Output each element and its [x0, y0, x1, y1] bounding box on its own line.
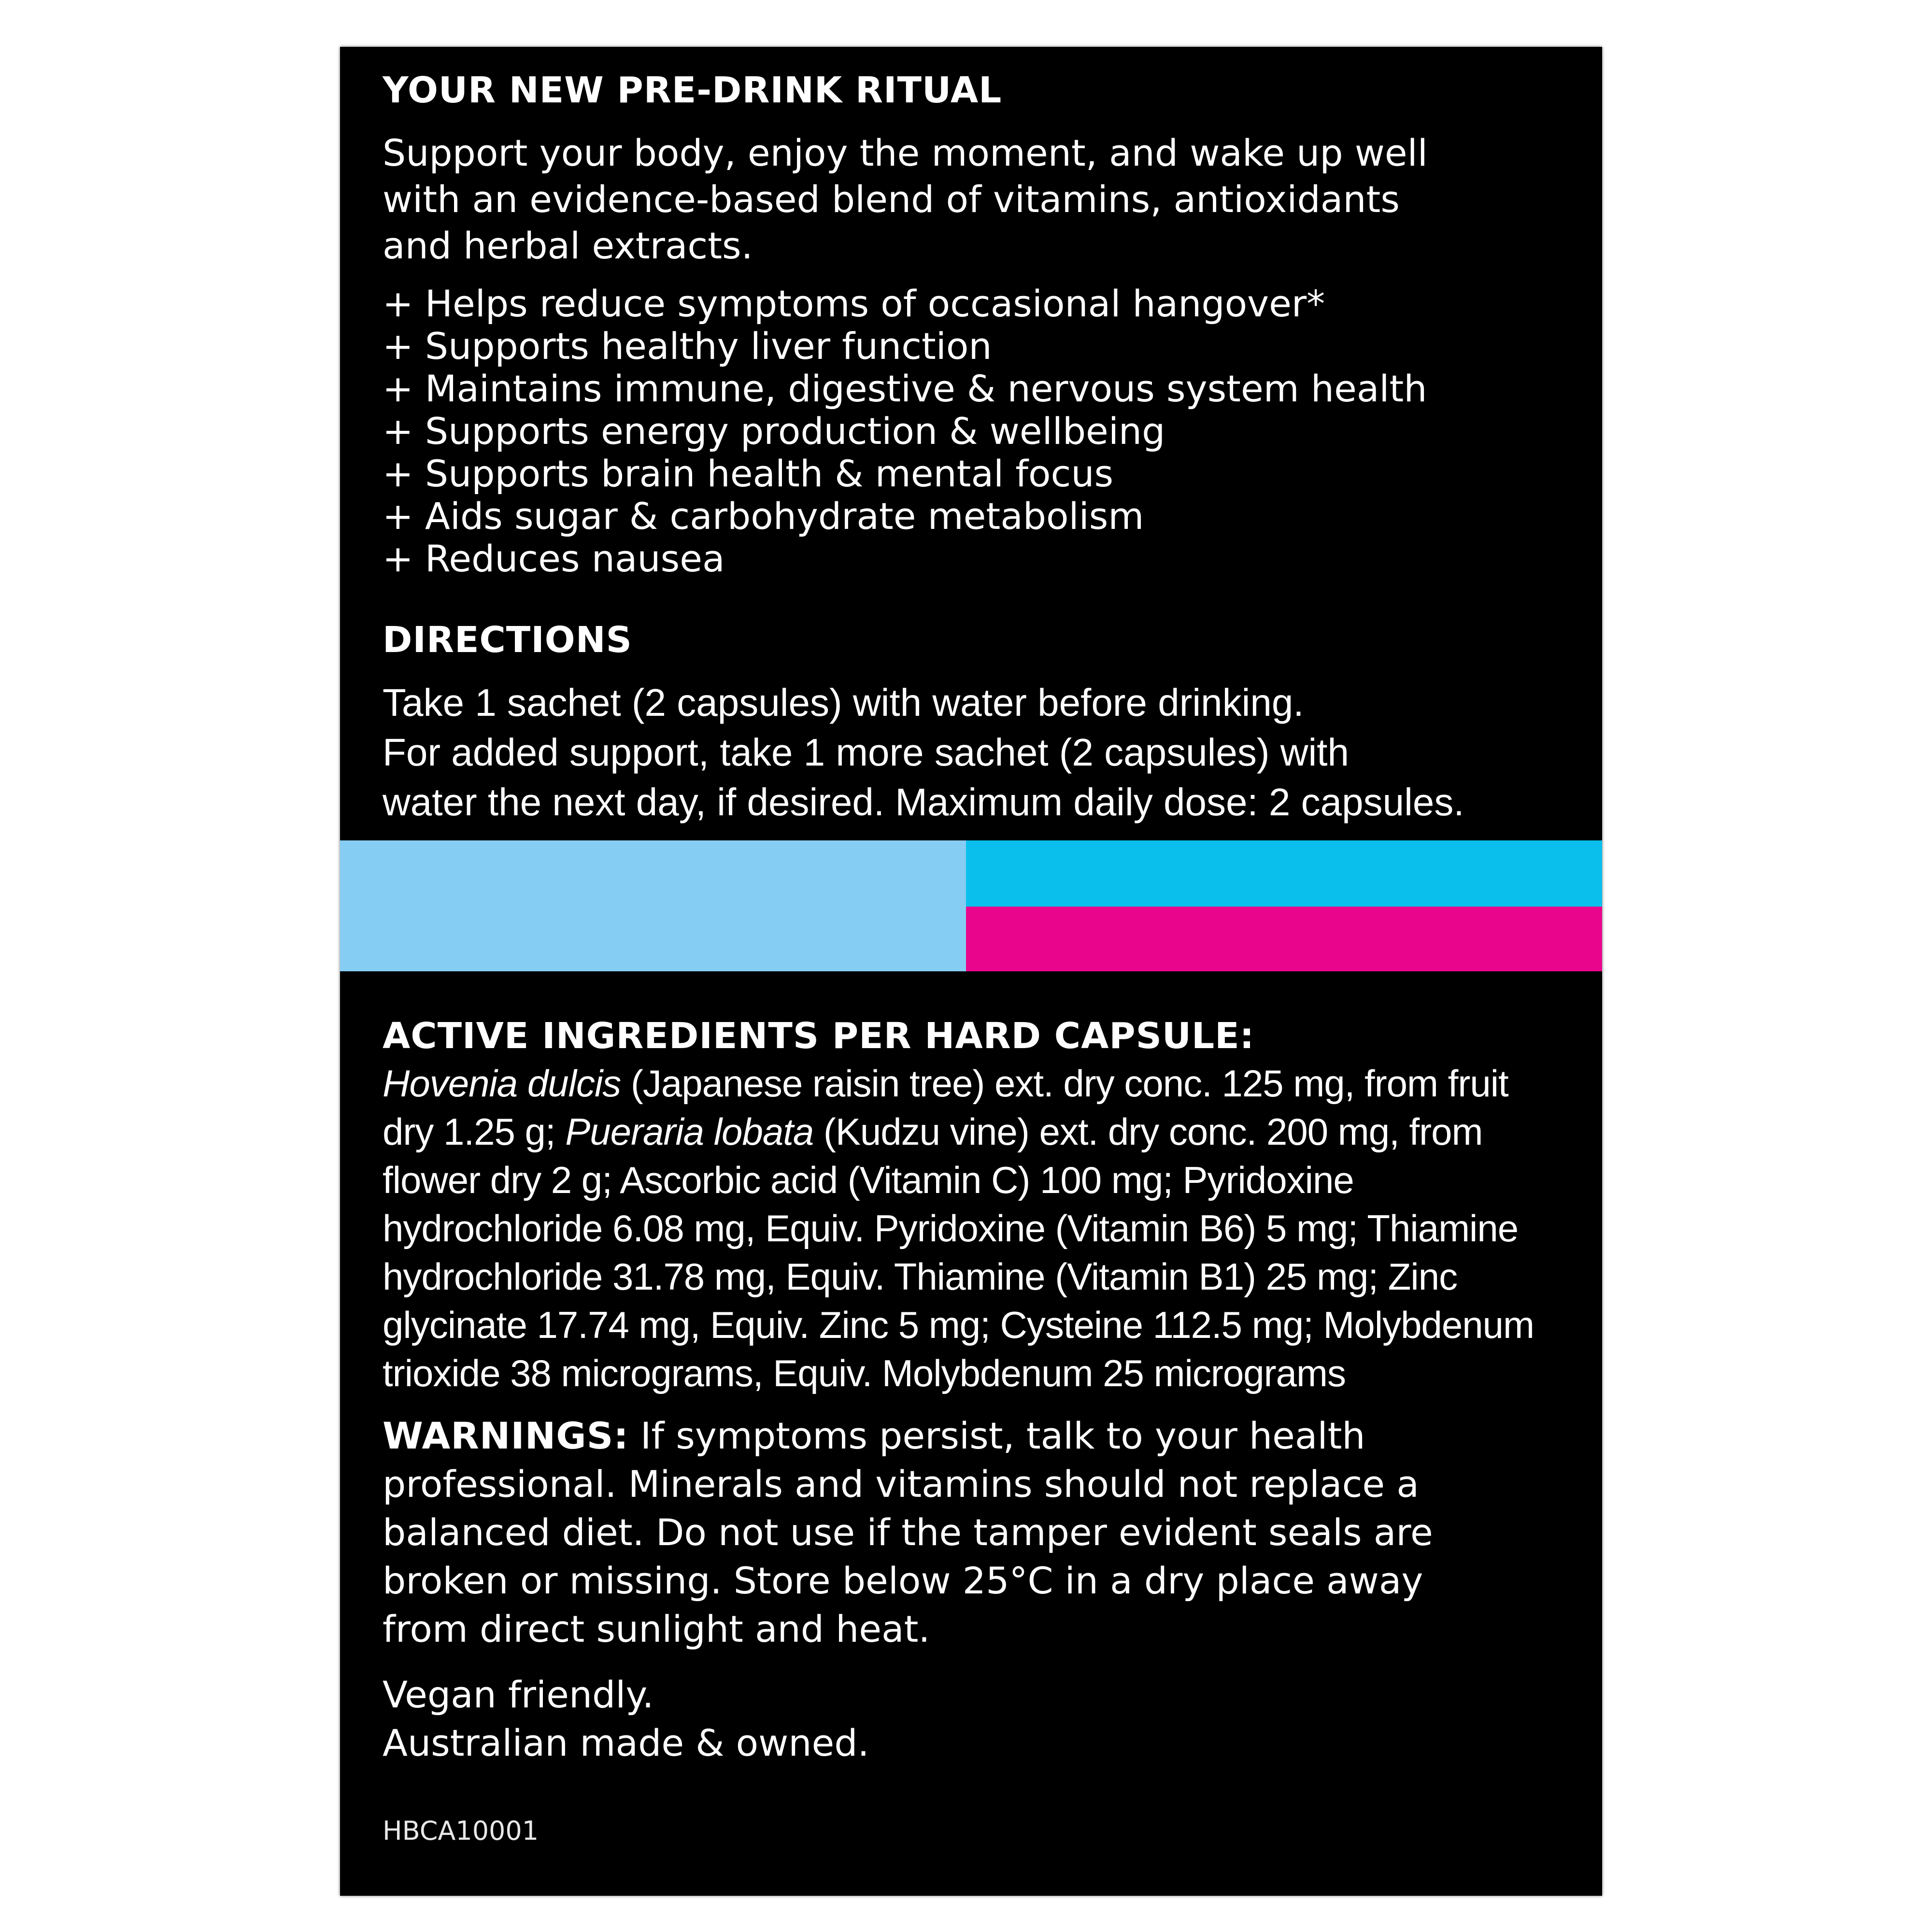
directions-line: Take 1 sachet (2 capsules) with water before drinking.: [383, 681, 1304, 724]
product-code: HBCA10001: [383, 1816, 539, 1846]
color-band: [340, 840, 1602, 971]
ingredients-line-text: (Japanese raisin tree) ext. dry conc. 125 mg, from fruit: [621, 1062, 1508, 1105]
intro-line: Support your body, enjoy the moment, and wake up well: [383, 131, 1428, 174]
upper-panel: [340, 47, 1602, 840]
ritual-intro: [383, 130, 1568, 269]
ingredients-text: [383, 1059, 1568, 1397]
product-pack-back-panel: [340, 47, 1602, 1896]
directions-text: [383, 678, 1568, 827]
ingredient-botanical-name: Hovenia dulcis: [383, 1062, 621, 1105]
ingredients-line: hydrochloride 6.08 mg, Equiv. Pyridoxine (Vitamin B6) 5 mg; Thiamine: [383, 1207, 1519, 1250]
benefits-list: [383, 283, 1568, 580]
intro-line: and herbal extracts.: [383, 224, 753, 267]
warnings-line: [383, 1412, 1568, 1460]
benefit-item: + Helps reduce symptoms of occasional hangover*: [383, 282, 1325, 325]
benefit-item: + Supports brain health & mental focus: [383, 452, 1114, 495]
code-section: [383, 1816, 1568, 1846]
intro-line: with an evidence-based blend of vitamins, antioxidants: [383, 178, 1400, 221]
warnings-label: WARNINGS:: [383, 1414, 629, 1457]
warnings-line: from direct sunlight and heat.: [383, 1607, 930, 1650]
warnings-line: balanced diet. Do not use if the tamper evident seals are: [383, 1511, 1433, 1554]
ingredients-heading: ACTIVE INGREDIENTS PER HARD CAPSULE:: [383, 1015, 1255, 1057]
ingredients-line: [383, 1059, 1568, 1108]
ingredients-section: [383, 1013, 1568, 1767]
directions-line: For added support, take 1 more sachet (2 capsules) with: [383, 731, 1350, 774]
ingredients-line: [383, 1108, 1568, 1156]
benefit-item: + Aids sugar & carbohydrate metabolism: [383, 495, 1144, 538]
light-blue-block: [340, 840, 966, 971]
magenta-block: [966, 907, 1602, 971]
warnings-line-text: If symptoms persist, talk to your health: [628, 1414, 1365, 1457]
ingredients-line: flower dry 2 g; Ascorbic acid (Vitamin C) 100 mg; Pyridoxine: [383, 1159, 1354, 1201]
ingredients-line-text: dry 1.25 g;: [383, 1110, 566, 1153]
benefit-item: + Reduces nausea: [383, 537, 725, 580]
ingredients-line-text: (Kudzu vine) ext. dry conc. 200 mg, from: [813, 1110, 1483, 1153]
product-notes: [383, 1671, 1568, 1767]
directions-heading: DIRECTIONS: [383, 619, 632, 661]
warnings-text: [383, 1412, 1568, 1653]
directions-line: water the next day, if desired. Maximum daily dose: 2 capsules.: [383, 781, 1464, 824]
cyan-block: [966, 840, 1602, 907]
warnings-line: professional. Minerals and vitamins should not replace a: [383, 1463, 1419, 1506]
ritual-heading: YOUR NEW PRE-DRINK RITUAL: [383, 70, 1002, 111]
directions-section: [383, 617, 1568, 827]
origin-note: Australian made & owned.: [383, 1721, 869, 1764]
ingredients-line: glycinate 17.74 mg, Equiv. Zinc 5 mg; Cysteine 112.5 mg; Molybdenum: [383, 1304, 1534, 1346]
lower-panel: [340, 971, 1602, 1896]
benefit-item: + Supports healthy liver function: [383, 325, 992, 368]
warnings-line: broken or missing. Store below 25°C in a dry place away: [383, 1559, 1423, 1602]
ingredient-botanical-name: Pueraria lobata: [565, 1110, 814, 1153]
benefit-item: + Maintains immune, digestive & nervous system health: [383, 367, 1427, 410]
ritual-section: [383, 67, 1568, 580]
ingredients-line: hydrochloride 31.78 mg, Equiv. Thiamine (Vitamin B1) 25 mg; Zinc: [383, 1255, 1458, 1298]
ingredients-line: trioxide 38 micrograms, Equiv. Molybdenum 25 micrograms: [383, 1352, 1346, 1394]
benefit-item: + Supports energy production & wellbeing: [383, 410, 1165, 453]
vegan-note: Vegan friendly.: [383, 1673, 654, 1716]
